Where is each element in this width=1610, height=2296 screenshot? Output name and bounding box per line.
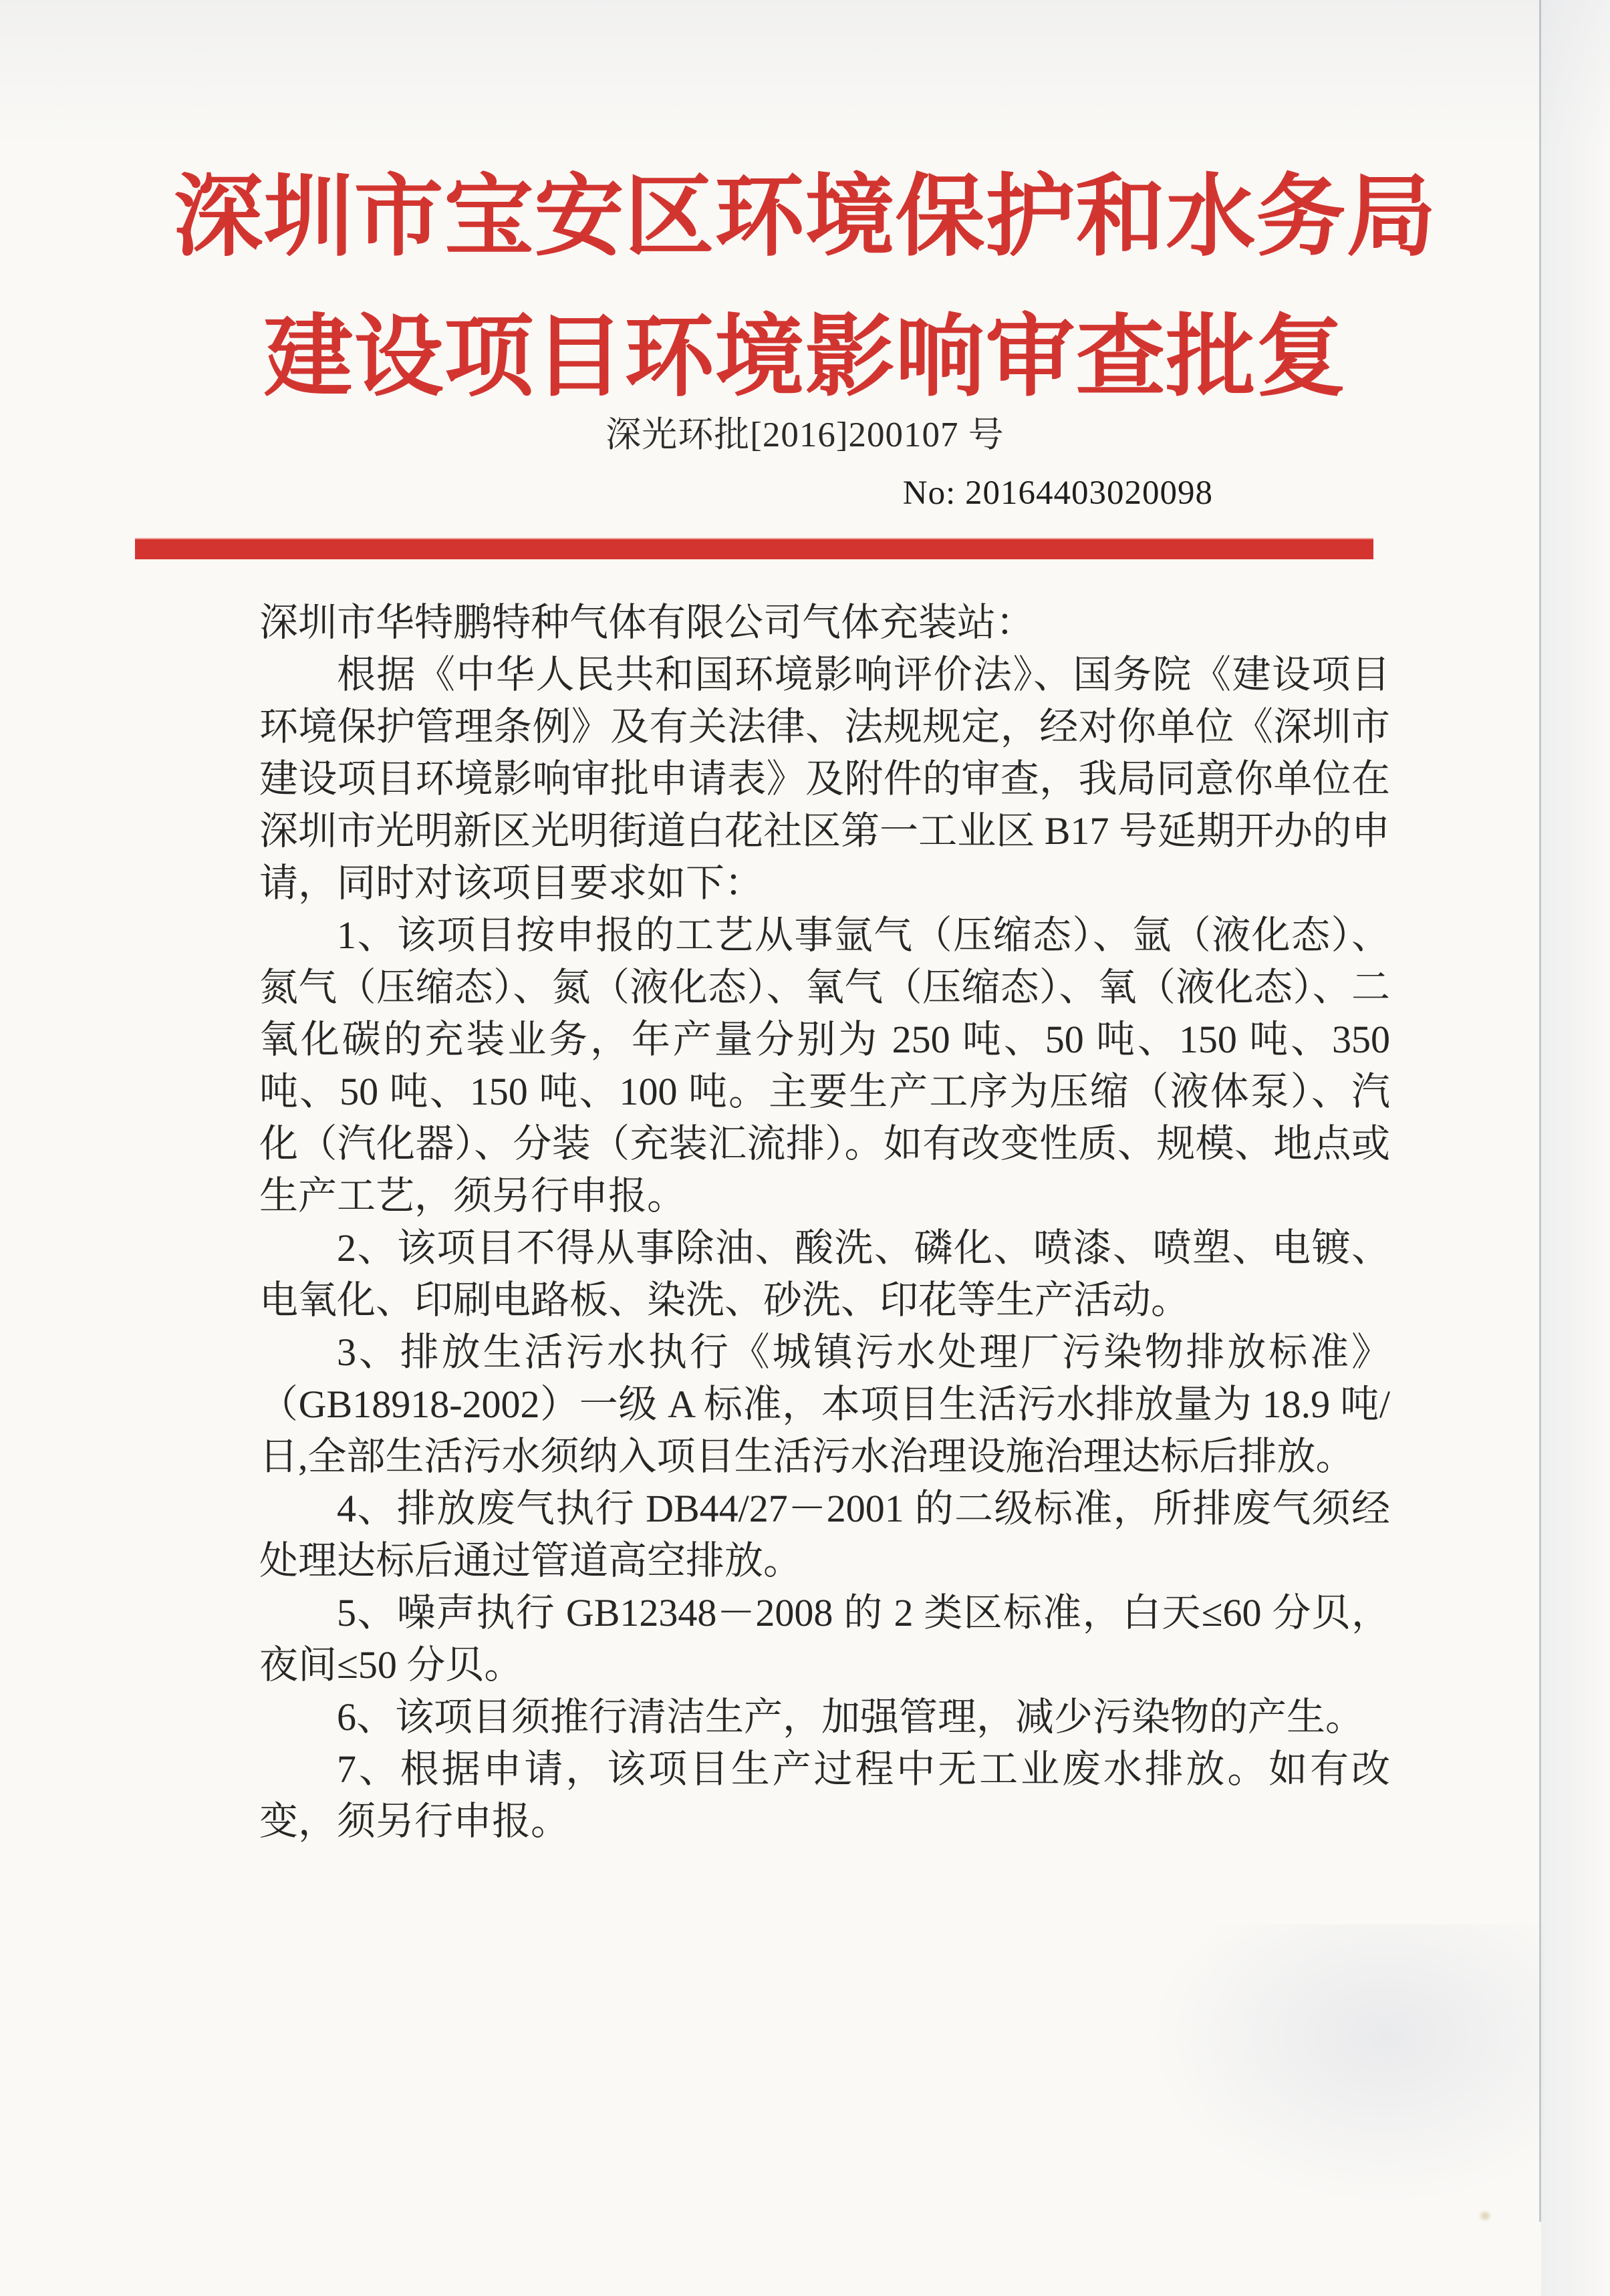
document-reference-number: 深光环批[2016]200107 号 xyxy=(606,416,1004,454)
paragraph-requirement-1: 1、该项目按申报的工艺从事氩气（压缩态）、氩（液化态）、氮气（压缩态）、氮（液化态）、氧气（压缩态）、氧（液化态）、二氧化碳的充装业务，年产量分别为 250 吨、50 吨、150 吨、350 吨、50 吨、150 吨、100 吨。主要生产工序为压缩（液体泵）、汽化（汽化器）、分装（充装汇流排）。如有改变性质、规模、地点或生产工艺，须另行申报。 xyxy=(259,913,1390,1217)
paragraph-requirement-5: 5、噪声执行 GB12348－2008 的 2 类区标准，白天≤60 分贝，夜间≤50 分贝。 xyxy=(259,1591,1390,1687)
scan-top-shadow xyxy=(0,0,1610,147)
scan-bottom-right-shadow xyxy=(1150,1924,1544,2205)
document-title-line-1: 深圳市宝安区环境保护和水务局 xyxy=(173,168,1437,267)
paragraph-requirement-7: 7、根据申请，该项目生产过程中无工业废水排放。如有改变，须另行申报。 xyxy=(259,1747,1390,1843)
document-body xyxy=(259,597,1390,1848)
paragraph-basis: 根据《中华人民共和国环境影响评价法》、国务院《建设项目环境保护管理条例》及有关法律、法规规定，经对你单位《深圳市建设项目环境影响审批申请表》及附件的审查，我局同意你单位在深圳市光明新区光明街道白花社区第一工业区 B17 号延期开办的申请，同时对该项目要求如下： xyxy=(259,653,1390,905)
paragraph-requirement-2: 2、该项目不得从事除油、酸洗、磷化、喷漆、喷塑、电镀、电氧化、印刷电路板、染洗、砂洗、印花等生产活动。 xyxy=(259,1226,1390,1322)
document-serial-number: No: 20164403020098 xyxy=(902,474,1213,512)
salutation: 深圳市华特鹏特种气体有限公司气体充装站： xyxy=(259,601,1035,644)
paragraph-requirement-6: 6、该项目须推行清洁生产，加强管理，减少污染物的产生。 xyxy=(337,1695,1365,1739)
paragraph-requirement-4: 4、排放废气执行 DB44/27－2001 的二级标准，所排废气须经处理达标后通过管道高空排放。 xyxy=(259,1487,1390,1582)
paragraph-requirement-3: 3、排放生活污水执行《城镇污水处理厂污染物排放标准》（GB18918-2002）一级 A 标准，本项目生活污水排放量为 18.9 吨/日,全部生活污水须纳入项目生活污水治理设施治理达标后排放。 xyxy=(259,1330,1390,1478)
red-divider-rule xyxy=(135,538,1373,559)
paper-speck xyxy=(1480,2212,1490,2220)
document-title-line-2: 建设项目环境影响审查批复 xyxy=(263,308,1347,407)
